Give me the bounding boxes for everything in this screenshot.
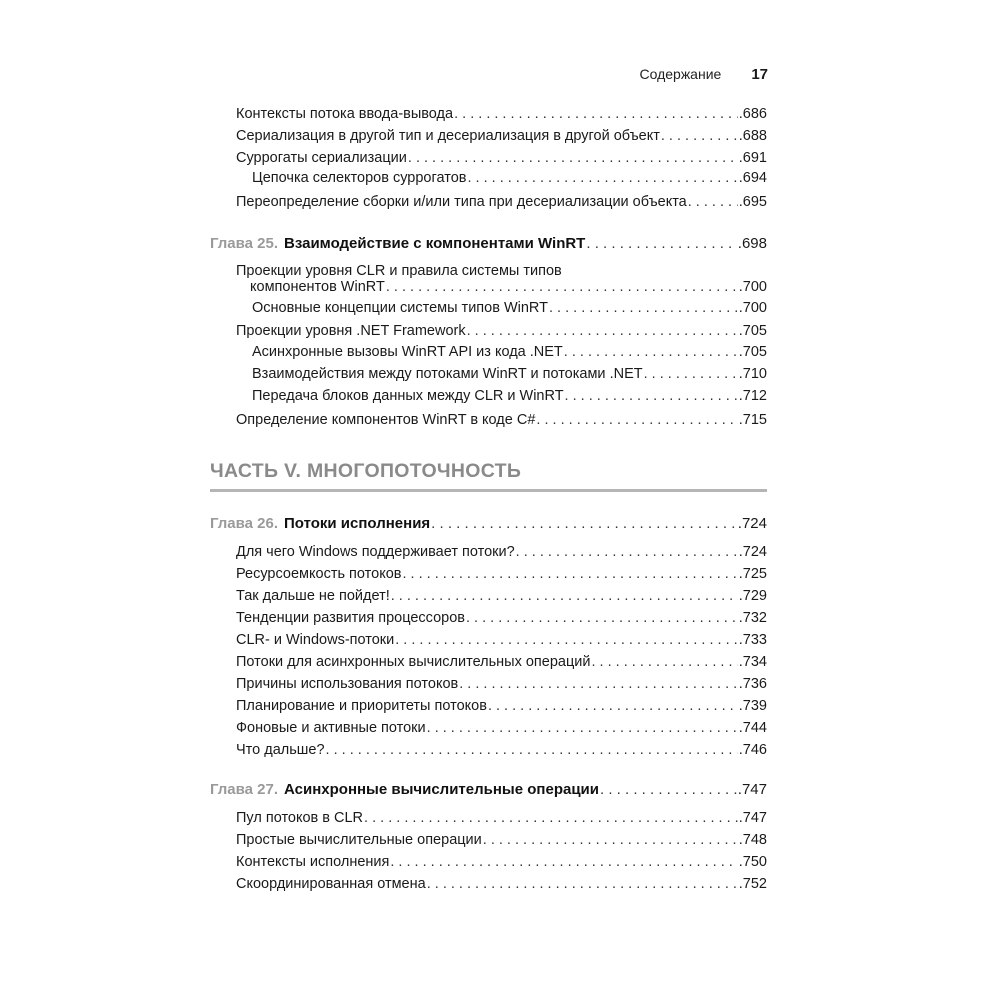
toc-leader [454,104,738,124]
part-heading[interactable]: ЧАСТЬ V. МНОГОПОТОЧНОСТЬ [210,460,767,492]
toc-leader [549,298,738,318]
toc-entry[interactable] [236,718,767,738]
toc-entry-page: .724 [738,544,767,560]
chapter-page: .724 [737,515,767,532]
toc-entry-title: Простые вычислительные операции [236,832,482,848]
toc-leader [586,233,736,255]
toc-entry-page: .747 [738,810,767,826]
toc-leader [364,808,738,828]
toc-entry[interactable] [236,586,767,606]
toc-entry-title: Сериализация в другой тип и десериализация в другой объект [236,128,660,144]
toc-entry-page: .705 [738,323,767,339]
toc-entry[interactable] [236,740,767,760]
toc-entry-page: .750 [738,854,767,870]
toc-entry-title: Контексты потока ввода-вывода [236,106,454,122]
page-number: 17 [751,66,768,83]
toc-entry[interactable] [236,874,767,894]
toc-entry-page: .746 [738,742,767,758]
toc-leader [427,874,738,894]
toc-chapter-27[interactable] [210,779,767,801]
toc-entry-page: .700 [738,279,767,295]
chapter-page: .698 [737,235,767,252]
toc-leader [408,148,738,168]
toc-entry[interactable] [236,808,767,828]
chapter-number: Глава 27. [210,781,279,798]
toc-leader [661,126,738,146]
toc-leader [592,652,738,672]
toc-leader [466,608,738,628]
toc-entry-title: Передача блоков данных между CLR и WinRT [252,388,564,404]
toc-entry-page: .700 [738,300,767,316]
toc-entry-title: Определение компонентов WinRT в коде C# [236,412,536,428]
toc-leader [516,542,738,562]
toc-leader [467,321,738,341]
chapter-title: Асинхронные вычислительные операции [284,781,599,798]
toc-leader [600,779,737,801]
toc-entry-page: .734 [738,654,767,670]
toc-subentry[interactable] [252,168,767,188]
toc-entry-title-continued: компонентов WinRT [250,279,385,295]
toc-leader [488,696,738,716]
toc-leader [483,830,738,850]
toc-entry-page: .695 [738,194,767,210]
toc-leader [688,192,738,212]
toc-leader [402,564,737,584]
toc-leader [564,342,738,362]
toc-leader [565,386,738,406]
toc-leader [427,718,738,738]
chapter-page: .747 [737,781,767,798]
toc-entry-page: .744 [738,720,767,736]
toc-entry-page: .729 [738,588,767,604]
toc-leader [326,740,738,760]
toc-entry-multiline[interactable] [236,263,767,295]
chapter-number: Глава 25. [210,235,279,252]
toc-entry[interactable] [236,652,767,672]
toc-entry-page: .691 [738,150,767,166]
toc-entry[interactable] [236,410,767,430]
toc-subentry[interactable] [252,386,767,406]
toc-entry-page: .715 [738,412,767,428]
toc-leader [395,630,738,650]
toc-chapter-25[interactable] [210,233,767,255]
toc-entry-title: Контексты исполнения [236,854,390,870]
toc-leader [467,168,737,188]
toc-entry-title: Фоновые и активные потоки [236,720,426,736]
toc-subentry[interactable] [252,298,767,318]
toc-entry-page: .694 [738,170,767,186]
toc-leader [459,674,738,694]
toc-entry[interactable] [236,674,767,694]
toc-chapter-26[interactable] [210,513,767,535]
toc-entry-title: Суррогаты сериализации [236,150,407,166]
toc-entry-title: Скоординированная отмена [236,876,426,892]
toc-leader [386,279,738,295]
toc-subentry[interactable] [252,364,767,384]
toc-entry-page: .732 [738,610,767,626]
toc-leader [391,586,738,606]
toc-entry-title: Что дальше? [236,742,325,758]
toc-entry[interactable] [236,126,767,146]
toc-entry[interactable] [236,321,767,341]
toc-entry[interactable] [236,852,767,872]
toc-entry-title: Причины использования потоков [236,676,459,692]
toc-entry-page: .733 [738,632,767,648]
toc-entry[interactable] [236,608,767,628]
toc-entry[interactable] [236,148,767,168]
toc-entry-title: Ресурсоемкость потоков [236,566,402,582]
toc-entry-page: .725 [738,566,767,582]
toc-entry-title: Асинхронные вызовы WinRT API из кода .NET [252,344,563,360]
toc-entry[interactable] [236,192,767,212]
toc-entry-page: .686 [738,106,767,122]
toc-entry-title: Цепочка селекторов суррогатов [252,170,467,186]
toc-entry[interactable] [236,104,767,124]
toc-leader [390,852,737,872]
toc-entry-title: Планирование и приоритеты потоков [236,698,487,714]
toc-entry-title: Так дальше не пойдет! [236,588,390,604]
toc-entry-title: Взаимодействия между потоками WinRT и потоками .NET [252,366,643,382]
toc-entry-page: .705 [738,344,767,360]
toc-entry-title: Для чего Windows поддерживает потоки? [236,544,515,560]
chapter-title: Потоки исполнения [284,515,431,532]
toc-entry[interactable] [236,630,767,650]
toc-entry-title: Потоки для асинхронных вычислительных операций [236,654,591,670]
toc-entry-title: Пул потоков в CLR [236,810,364,826]
toc-entry-title: CLR- и Windows-потоки [236,632,395,648]
toc-entry-title: Основные концепции системы типов WinRT [252,300,548,316]
toc-leader [431,513,737,535]
toc-subentry[interactable] [252,342,767,362]
chapter-number: Глава 26. [210,515,279,532]
toc-leader [644,364,738,384]
toc-entry-page: .712 [738,388,767,404]
toc-entry[interactable] [236,696,767,716]
chapter-title: Взаимодействие с компонентами WinRT [284,235,586,252]
toc-entry-title: Проекции уровня CLR и правила системы типов [236,263,562,279]
toc-entry-title: Проекции уровня .NET Framework [236,323,466,339]
running-header [560,66,768,86]
toc-leader [536,410,737,430]
toc-entry-title: Переопределение сборки и/или типа при десериализации объекта [236,194,687,210]
section-title: Содержание [639,66,722,82]
toc-entry-page: .739 [738,698,767,714]
toc-entry-page: .710 [738,366,767,382]
toc-entry-title: Тенденции развития процессоров [236,610,465,626]
toc-entry[interactable] [236,564,767,584]
toc-entry-page: .736 [738,676,767,692]
toc-entry[interactable] [236,542,767,562]
toc-entry-page: .752 [738,876,767,892]
toc-entry-page: .688 [738,128,767,144]
toc-entry-page: .748 [738,832,767,848]
toc-entry[interactable] [236,830,767,850]
